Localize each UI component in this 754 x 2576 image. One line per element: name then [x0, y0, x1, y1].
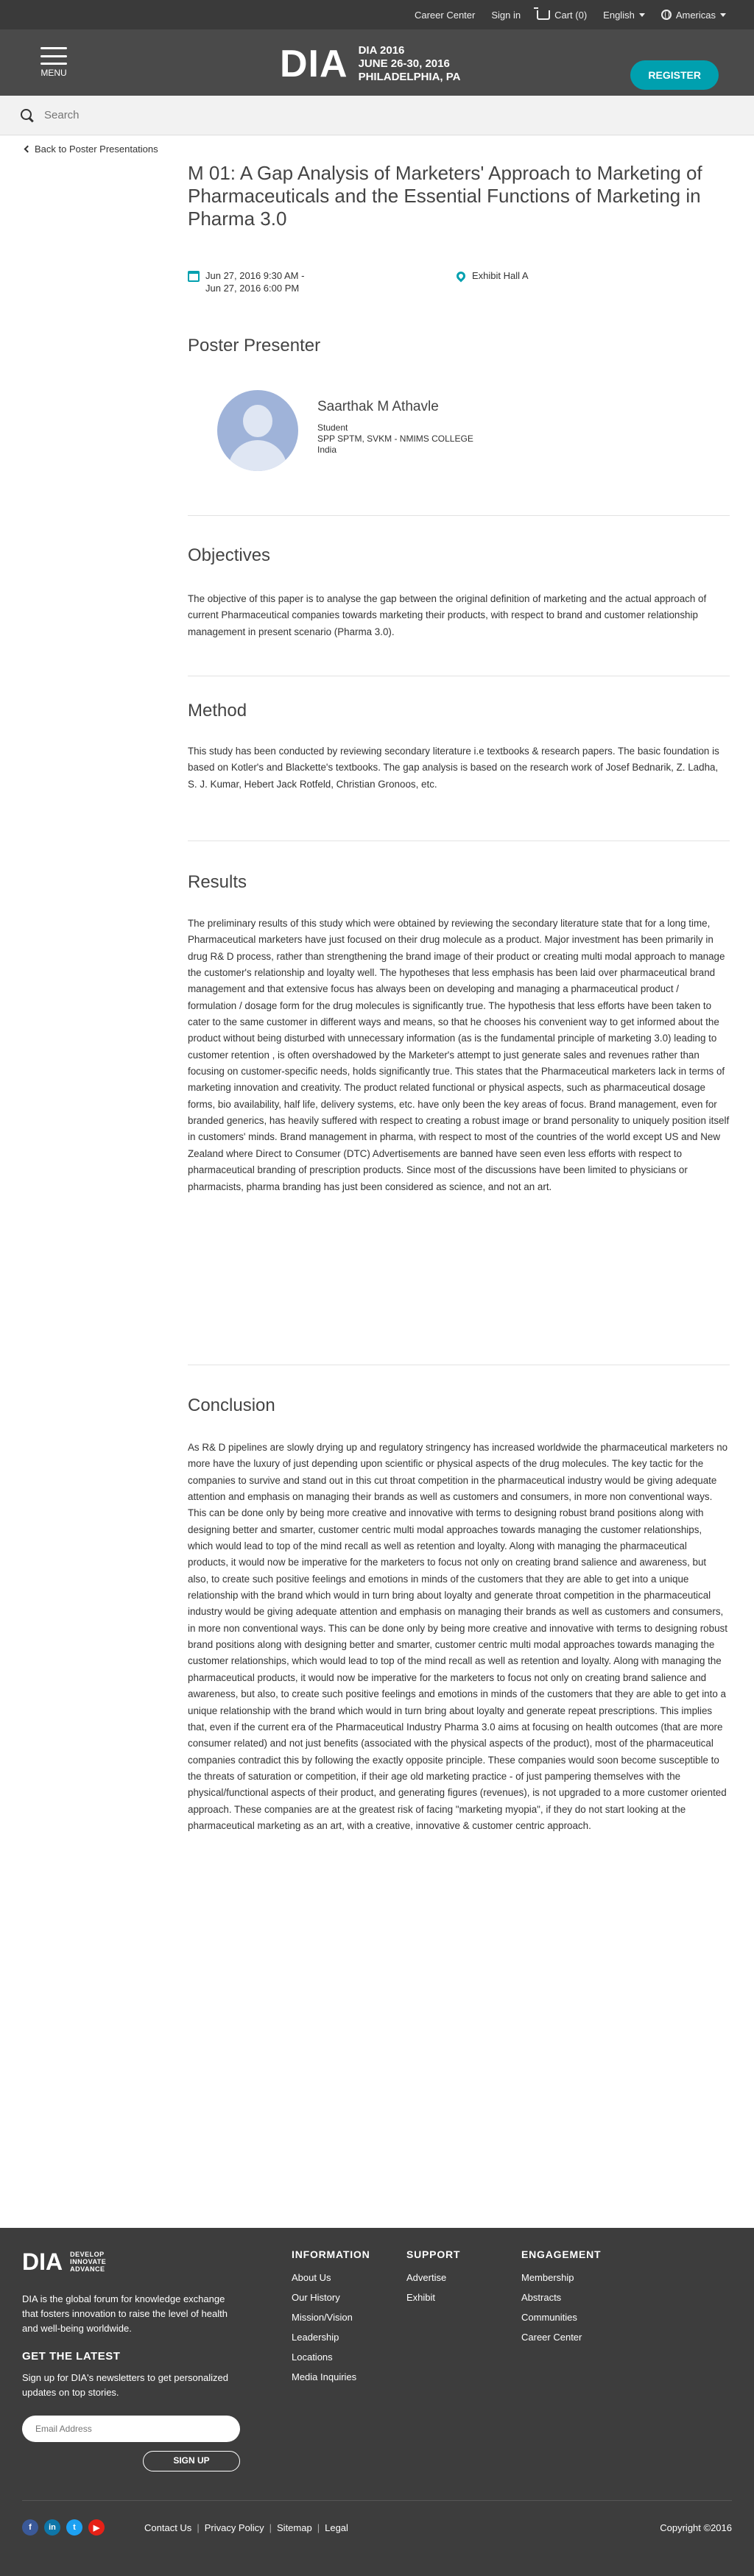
tagline-advance: ADVANCE [70, 2265, 105, 2273]
objectives-heading: Objectives [188, 545, 271, 565]
presenter-heading: Poster Presenter [188, 336, 321, 355]
privacy-policy-link[interactable]: Privacy Policy [204, 2522, 264, 2533]
sign-up-button[interactable]: SIGN UP [143, 2451, 240, 2471]
search-bar [0, 96, 754, 135]
calendar-icon [188, 271, 200, 282]
facebook-icon[interactable]: f [22, 2519, 38, 2536]
conclusion-heading: Conclusion [188, 1395, 275, 1415]
career-center-link[interactable]: Career Center [414, 9, 476, 21]
menu-label: MENU [40, 68, 67, 78]
event-name: DIA 2016 [358, 44, 405, 57]
linkedin-icon[interactable]: in [44, 2519, 60, 2536]
utility-bar [0, 0, 754, 29]
session-datetime [188, 269, 304, 294]
copyright: Copyright ©2016 [660, 2522, 732, 2533]
site-footer [0, 2228, 754, 2576]
search-input[interactable] [44, 109, 339, 121]
session-end: Jun 27, 2016 6:00 PM [205, 283, 300, 294]
footer-logo[interactable] [22, 2250, 106, 2274]
menu-button[interactable] [35, 47, 72, 78]
tagline-innovate: INNOVATE [70, 2258, 107, 2265]
footer-link-membership[interactable]: Membership [521, 2272, 574, 2283]
email-field[interactable] [22, 2416, 240, 2442]
logo-wordmark: DIA [280, 43, 348, 85]
social-links [22, 2519, 105, 2536]
hamburger-icon [40, 47, 67, 65]
footer-link-about-us[interactable]: About Us [292, 2272, 331, 2283]
twitter-icon[interactable]: t [66, 2519, 82, 2536]
sign-in-link[interactable]: Sign in [491, 9, 521, 21]
newsletter-text: Sign up for DIA's newsletters to get personalized updates on top stories. [22, 2372, 228, 2398]
presenter-card [217, 390, 473, 471]
main-header [0, 29, 754, 96]
event-dates: JUNE 26-30, 2016 [358, 57, 450, 70]
method-heading: Method [188, 701, 247, 721]
footer-link-our-history[interactable]: Our History [292, 2292, 340, 2303]
conclusion-text: As R& D pipelines are slowly drying up and regulatory stringency has increased worldwide the pharmaceutical marketers no more have the luxury of just depending upon scientific or physical aspects of the drug molecules. The key tactic for the companies to survive and stand out in this cut throat competition in the pharmaceutical industry would be giving adequate attention and emphasis on managing their brands as well as customers and consumers, in more non conventional ways. This can be done only by being more creative and innovative with terms to designing robust brand positions along with designing better and smarter, customer centric multi modal approaches towards managing the customer relationships, which would lead to top of the mind recall as well as retention and loyalty. Along with managing the pharmaceutical products, it would now be imperative for the marketers to focus not only on creating brand salience and awareness, but also, to create such positive feelings and emotions in minds of the customers that they are able to get into a unique relationship with the brand which would in turn bring about loyalty and generate throat competition in the pharmaceutical industry would be giving adequate attention and emphasis on managing their brands as well as customers and consumers, in more non conventional ways. This can be done only by being more creative and innovative with terms to designing robust brand positions along with designing better and smarter, customer centric multi modal approaches towards managing the customer relationships, which would lead to top of the mind recall as well as retention and loyalty. Along with managing the pharmaceutical products, it would now be imperative for the marketers to focus not only on creating brand salience and awareness, but also, to create such positive feelings and emotions in minds of the customers that they are able to get into a unique relationship with the brand which would in turn bring about loyalty and generate repeat prescriptions. This implies that, even if the current era of the Pharmaceutical Industry Pharma 3.0 aims at focusing on health outcomes (that are more consumer related) and not just benefits (associated with the physical aspects of the product), most of the pharmaceutical companies contradict this by following the exactly opposite principle. These companies would soon become susceptible to the threats of saturation or competition, if their age old marketing practice - of just pampering themselves with the physical/functional aspects of their product, and generating figures (revenues), is not upgraded to a more customer oriented approach. These companies are at the greatest risk of facing "marketing myopia", if they do not start looking at the pharmaceutical marketing as an art, with a creative, innovative & customer centric approach. [188, 1442, 728, 1831]
tagline-develop: DEVELOP [70, 2251, 105, 2258]
back-to-posters-link[interactable] [25, 144, 158, 155]
objectives-text: The objective of this paper is to analyse the gap between the original definition of marketing and the actual approach of current Pharmaceutical companies towards marketing their products, with respect to brand and customer relationship management in present scenario (Pharma 3.0). [188, 593, 707, 637]
globe-icon [661, 10, 672, 20]
footer-link-locations[interactable]: Locations [292, 2352, 333, 2363]
map-pin-icon [455, 270, 468, 283]
location-label: Exhibit Hall A [472, 270, 529, 281]
footer-link-media-inquiries[interactable]: Media Inquiries [292, 2371, 357, 2382]
footer-link-career-center[interactable]: Career Center [521, 2332, 582, 2343]
newsletter-heading: GET THE LATEST [22, 2350, 121, 2363]
session-location [457, 269, 529, 282]
results-heading: Results [188, 872, 247, 892]
separator: | [317, 2522, 320, 2533]
footer-link-leadership[interactable]: Leadership [292, 2332, 339, 2343]
language-selector[interactable] [603, 10, 645, 21]
cart-link[interactable] [537, 10, 587, 21]
presenter-name[interactable]: Saarthak M Athavle [317, 399, 439, 414]
presenter-info [317, 390, 473, 471]
region-selector[interactable] [661, 10, 726, 21]
presenter-organization: SPP SPTM, SVKM - NMIMS COLLEGE [317, 434, 473, 444]
event-info [359, 44, 461, 84]
language-label: English [603, 9, 635, 21]
footer-link-communities[interactable]: Communities [521, 2312, 577, 2323]
footer-description: DIA is the global forum for knowledge exchange that fosters innovation to raise the level of health and well-being worldwide. [22, 2293, 228, 2334]
region-label: Americas [675, 9, 716, 21]
footer-column-heading: SUPPORT [406, 2248, 461, 2260]
separator: | [197, 2522, 200, 2533]
divider [188, 515, 730, 516]
contact-us-link[interactable]: Contact Us [144, 2522, 192, 2533]
event-location: PHILADELPHIA, PA [358, 71, 461, 83]
chevron-left-icon [24, 146, 32, 153]
avatar [217, 390, 298, 471]
chevron-down-icon [720, 13, 726, 17]
footer-column-information [292, 2248, 370, 2387]
youtube-icon[interactable]: ▶ [88, 2519, 105, 2536]
method-text: This study has been conducted by reviewing secondary literature i.e textbooks & research papers. The basic foundation is based on Kotler's and Blackette's textbooks. The gap analysis is based on the research work of Josef Bednarik, Z. Ladha, S. J. Kumar, Hebert Jack Rotfeld, Christian Gronoos, etc. [188, 746, 719, 790]
chevron-down-icon [639, 13, 645, 17]
sitemap-link[interactable]: Sitemap [277, 2522, 312, 2533]
page-title: M 01: A Gap Analysis of Marketers' Approach to Marketing of Pharmaceuticals and the Essential Functions of Marketing in Pharma 3.0 [188, 162, 702, 230]
footer-divider [22, 2500, 732, 2501]
footer-column-heading: INFORMATION [292, 2248, 370, 2260]
separator: | [269, 2522, 272, 2533]
presenter-country: India [317, 445, 337, 455]
footer-column-support [406, 2248, 460, 2307]
results-text: The preliminary results of this study which were obtained by reviewing the secondary literature state that for a long time, Pharmaceutical marketers have just focused on their drug molecule as a product. Major investment has been primarily in drug R& D process, rather than strengthening the brand image of their product or creating multi modal approach to manage the customer's relationship and loyalty well. The hypotheses that less emphasis has been laid over pharmaceutical brand management and that extensive focus has always been on developing and managing a pharmaceutical product / formulation / dosage form for the drug molecules is significantly true. The hypothesis that less efforts have been taken to cater to the same customer in different ways and means, so that he chooses his convenient way to get informed about the product without being disturbed with unnecessary information (as is the fundamental principle of marketing 3.0) leading to customer retention , is often overshadowed by the Marketer's attempt to just generate sales and revenues rather than focusing on customer-specific needs, holds significantly true. This states that the Pharmaceutical marketers lack in terms of marketing innovation and creativity. The product related functional or physical aspects, such as pharmaceutical dosage forms, bio availability, half life, delivery systems, etc. have only been the key areas of focus. Brand management, even for branded generics, has heavily suffered with respect to creating a robust image or brand personality to uniquely position itself in customers' minds. Brand management in pharma, with respect to most of the countries of the world except US and New Zealand where Direct to Consumer (DTC) Advertisements are banned have seen even less efforts with respect to pharmaceutical branding of prescription products. Since most of the discussions have been limited to physicians or pharmacists, pharma branding has just been considered as science, and not an art. [188, 918, 730, 1192]
session-start: Jun 27, 2016 9:30 AM - [205, 270, 305, 281]
back-link-label: Back to Poster Presentations [35, 144, 158, 155]
footer-legal-links [144, 2522, 348, 2533]
register-button[interactable]: REGISTER [630, 60, 719, 90]
footer-tagline [70, 2251, 106, 2273]
footer-link-advertise[interactable]: Advertise [406, 2272, 447, 2283]
presenter-role: Student [317, 422, 348, 433]
footer-logo-wordmark: DIA [22, 2248, 63, 2275]
footer-link-exhibit[interactable]: Exhibit [406, 2292, 436, 2303]
site-logo[interactable] [280, 44, 460, 84]
legal-link[interactable]: Legal [325, 2522, 348, 2533]
footer-column-engagement [521, 2248, 601, 2347]
cart-icon [537, 10, 550, 20]
cart-label: Cart (0) [554, 9, 588, 21]
footer-link-mission-vision[interactable]: Mission/Vision [292, 2312, 353, 2323]
footer-link-abstracts[interactable]: Abstracts [521, 2292, 562, 2303]
footer-column-heading: ENGAGEMENT [521, 2248, 602, 2260]
search-icon[interactable] [21, 109, 34, 122]
session-meta [188, 269, 730, 299]
